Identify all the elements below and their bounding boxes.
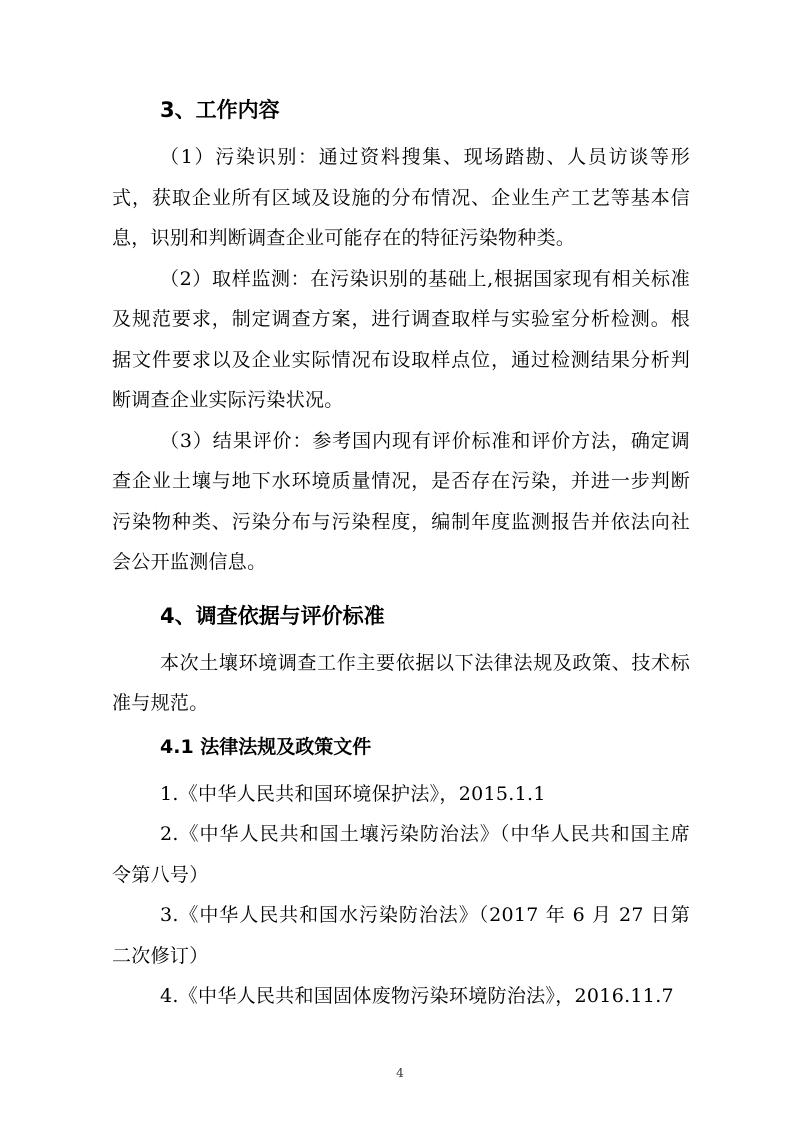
law-item-2: 2.《中华人民共和国土壤污染防治法》（中华人民共和国主席令第八号） <box>112 823 690 886</box>
law-item-1: 1.《中华人民共和国环境保护法》，2015.1.1 <box>160 782 546 805</box>
section-3-paragraph-3: （3）结果评价：参考国内现有评价标准和评价方法，确定调查企业土壤与地下水环境质量情况，是否存在污染，并进一步判断污染物种类、污染分布与污染程度，编制年度监测报告并依法向社会公开监测信息。 <box>112 429 690 573</box>
law-item-4: 4.《中华人民共和国固体废物污染环境防治法》，2016.11.7 <box>160 985 674 1007</box>
law-item-3: 3.《中华人民共和国水污染防治法》（2017 年 6 月 27 日第二次修订） <box>112 904 690 967</box>
section-4-intro: 本次土壤环境调查工作主要依据以下法律法规及政策、技术标准与规范。 <box>112 651 690 714</box>
section-3-heading: 3、工作内容 <box>160 98 280 122</box>
page-number: 4 <box>396 1066 404 1080</box>
section-3-paragraph-1: （1）污染识别：通过资料搜集、现场踏勘、人员访谈等形式，获取企业所有区域及设施的分布情况、企业生产工艺等基本信息，识别和判断调查企业可能存在的特征污染物种类。 <box>112 146 690 249</box>
subsection-4-1-heading: 4.1 法律法规及政策文件 <box>160 735 372 758</box>
section-4-heading: 4、调查依据与评价标准 <box>160 603 385 628</box>
page-content <box>112 95 690 1017</box>
section-3-paragraph-2: （2）取样监测：在污染识别的基础上,根据国家现有相关标准及规范要求，制定调查方案，进行调查取样与实验室分析检测。根据文件要求以及企业实际情况布设取样点位，通过检测结果分析判断调查企业实际污染状况。 <box>112 267 690 411</box>
